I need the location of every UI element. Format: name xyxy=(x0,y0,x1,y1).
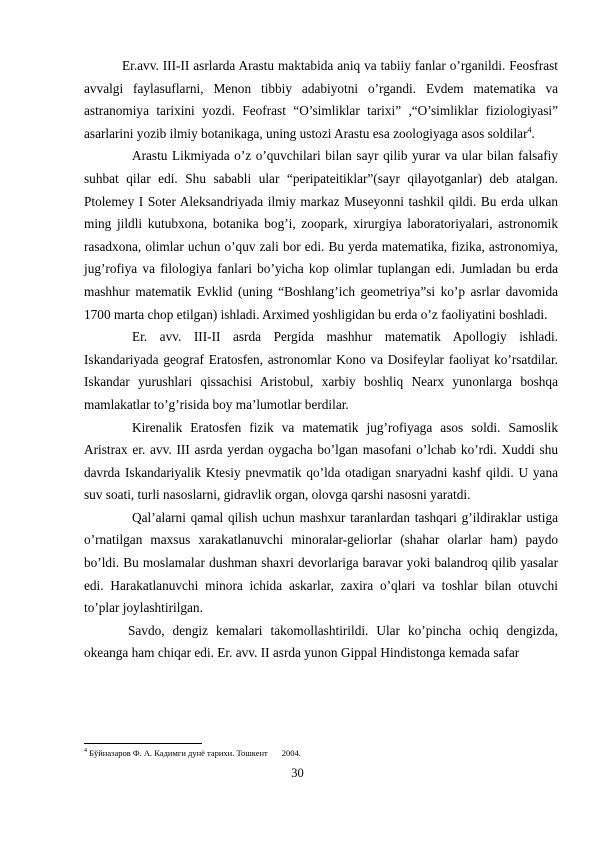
footnote xyxy=(84,746,558,759)
paragraph-1-text: Er.avv. III-II asrlarda Arastu maktabida aniq va tabiiy fanlar o’rganildi. Feosfrast avvalgi faylasuflarni, Menon tibbiy adabiyotni o’rgandi. Evdem matematika va astranomiya tarixini yozdi. Feofrast “O’simliklar tarixi” ,“O’simliklar fiziologiyasi” asarlarini yozib ilmiy botanikaga, uning ustozi Arastu esa zoologiyaga asos soldilar xyxy=(84,58,558,141)
paragraph-6: Savdo, dengiz kemalari takomollashtirildi. Ular ko’pincha ochiq dengizda, okeanga ham chiqar edi. Er. avv. II asrda yunon Gippal Hindistonga kemada safar xyxy=(84,622,558,661)
footnote-reference[interactable]: 4 xyxy=(527,125,532,135)
paragraph-3: Er. avv. III-II asrda Pergida mashhur matematik Apollogiy ishladi. Iskandariyada geograf Eratosfen, astronomlar Kono va Dosifeylar faoliyat ko’rsatdilar. Iskandar yurushlari qissachisi Aristobul, xarbiy boshliq Nearx yunonlarga boshqa mamlakatlar to’g’risida boy ma’lumotlar berdilar. xyxy=(84,329,558,412)
page-body xyxy=(84,55,558,665)
paragraph-5: Qal’alarni qamal qilish uchun mashxur taranlardan tashqari g’ildiraklar ustiga o’rnatilgan maxsus xarakatlanuvchi minoralar-geliorlar (shahar olarlar ham) paydo bo’ldi. Bu moslamalar dushman shaxri devorlariga baravar yoki balandroq qilib yasalar edi. Harakatlanuvchi minora ichida askarlar, zaxira o’qlari va toshlar bilan otuvchi to’plar joylashtirilgan. xyxy=(84,509,558,616)
page-number: 30 xyxy=(291,766,304,780)
paragraph-1 xyxy=(84,55,558,145)
footnote-divider xyxy=(84,743,202,744)
paragraph-2: Arastu Likmiyada o’z o’quvchilari bilan sayr qilib yurar va ular bilan falsafiy suhbat qilar edi. Shu sababli ular “peripateitiklar”(sayr qilayotganlar) deb atalgan. Ptolemey I Soter Aleksandriyada ilmiy markaz Museyonni tashkil qildi. Bu erda ulkan ming jildli kutubxona, botanika bog’i, zoopark, xirurgiya laboratoriyalari, astronomik rasadxona, olimlar uchun o’quv zali bor edi. Bu yerda matematika, fizika, astronomiya, jug’rofiya va filologiya fanlari bo’yicha kop olimlar tuplangan edi. Jumladan bu erda mashhur matematik Evklid (uning “Boshlang’ich geometriya”si ko’p asrlar davomida 1700 marta chop etilgan) ishladi. Arximed yoshligidan bu erda o’z faoliyatini boshladi. xyxy=(84,148,558,322)
footnote-number: 4 xyxy=(84,748,87,754)
paragraph-1-tail: . xyxy=(531,125,535,141)
footnote-year: 2004. xyxy=(281,747,301,758)
paragraph-4: Kirenalik Eratosfen fizik va matematik jug’rofiyaga asos soldi. Samoslik Aristrax er. avv. III asrda yerdan oygacha bo’lgan masofani o’lchab ko’rdi. Xuddi shu davrda Iskandariyalik Ktesiy pnevmatik qo’lda otadigan snaryadni kashf qildi. U yana suv soati, turli nasoslarni, gidravlik organ, olovga qarshi nasosni yaratdi. xyxy=(84,419,558,503)
footnote-author-title: Бўйназаров Ф. А. Кадимги дунё тарихи. Тошкент xyxy=(89,747,268,758)
